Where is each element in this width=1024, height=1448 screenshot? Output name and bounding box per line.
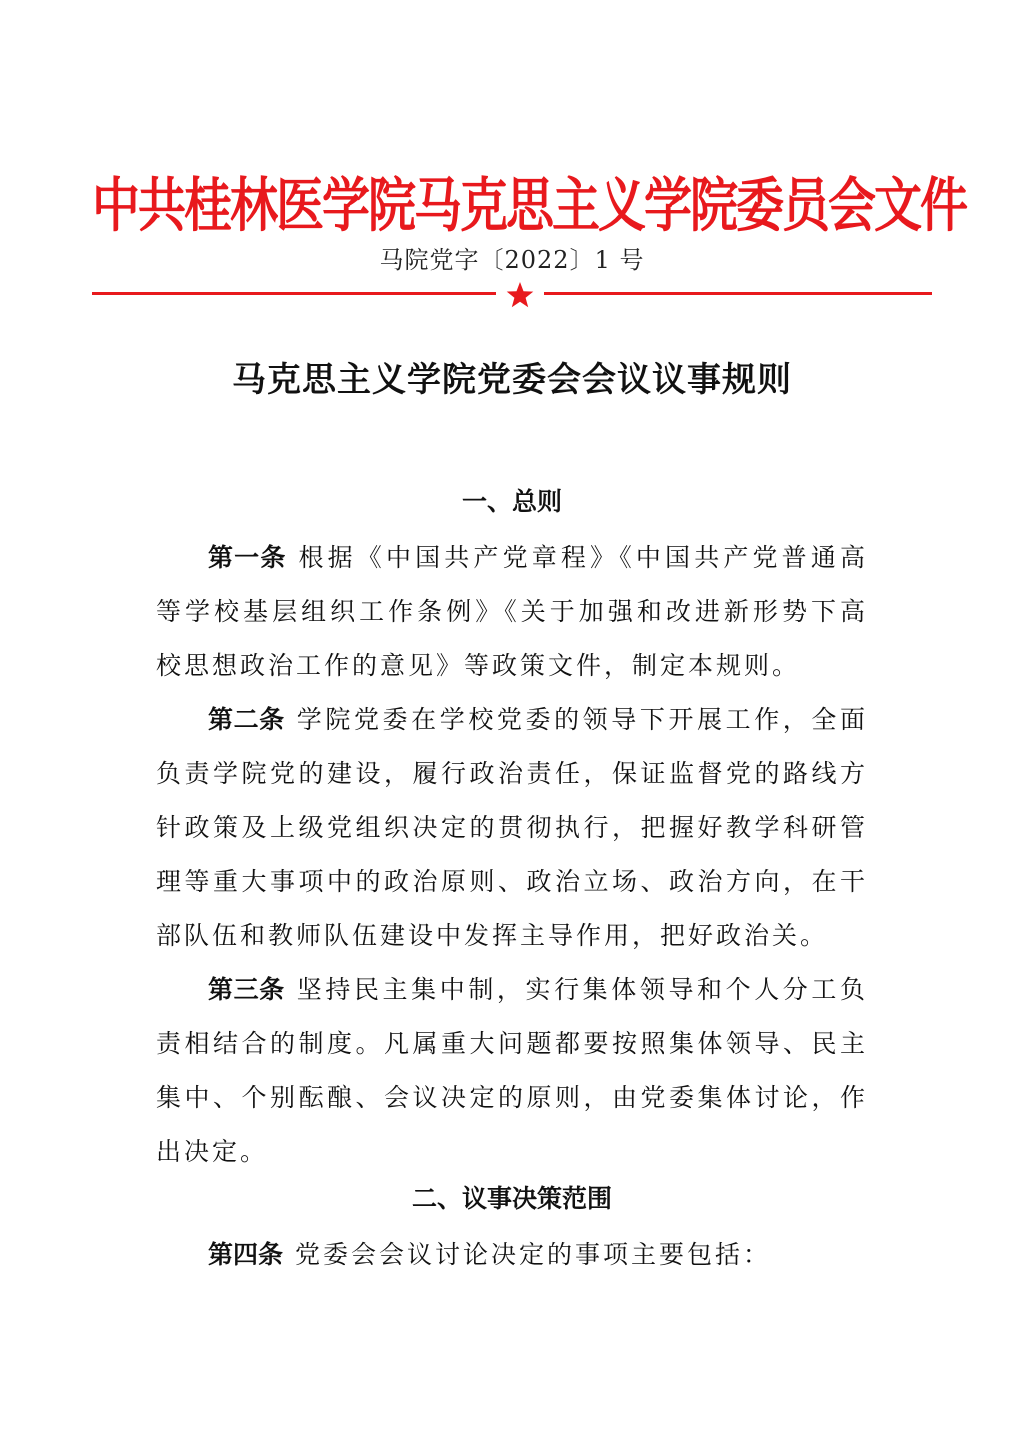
red-divider-left: [92, 292, 496, 295]
article-label: 第三条: [208, 975, 285, 1004]
article-label: 第一条: [208, 543, 287, 572]
article-label: 第二条: [208, 705, 285, 734]
issuer-red-header: 中共桂林医学院马克思主义学院委员会文件: [92, 171, 967, 241]
section-heading-general: 一、总则: [461, 487, 562, 516]
article-2: [156, 693, 868, 963]
article-label: 第四条: [208, 1240, 284, 1269]
document-number: 马院党字〔2022〕1 号: [379, 246, 645, 274]
section-heading-scope: 二、议事决策范围: [411, 1184, 612, 1213]
star-icon: [505, 280, 535, 310]
article-1: [156, 531, 868, 693]
red-divider-right: [544, 292, 932, 295]
article-4: [156, 1228, 868, 1282]
document-title: 马克思主义学院党委会会议议事规则: [232, 360, 792, 400]
article-text: 党委会会议讨论决定的事项主要包括：: [295, 1240, 772, 1269]
article-text: 学院党委在学校党委的领导下开展工作，全面负责学院党的建设，履行政治责任，保证监督党的路线方针政策及上级党组织决定的贯彻执行，把握好教学科研管理等重大事项中的政治原则、政治立场、政治方向，在干部队伍和教师队伍建设中发挥主导作用，把好政治关。: [156, 705, 868, 950]
article-text: 坚持民主集中制，实行集体领导和个人分工负责相结合的制度。凡属重大问题都要按照集体领导、民主集中、个别酝酿、会议决定的原则，由党委集体讨论，作出决定。: [156, 975, 868, 1166]
article-3: [156, 963, 868, 1179]
article-text: 根据《中国共产党章程》《中国共产党普通高等学校基层组织工作条例》《关于加强和改进新形势下高校思想政治工作的意见》等政策文件，制定本规则。: [156, 543, 868, 680]
